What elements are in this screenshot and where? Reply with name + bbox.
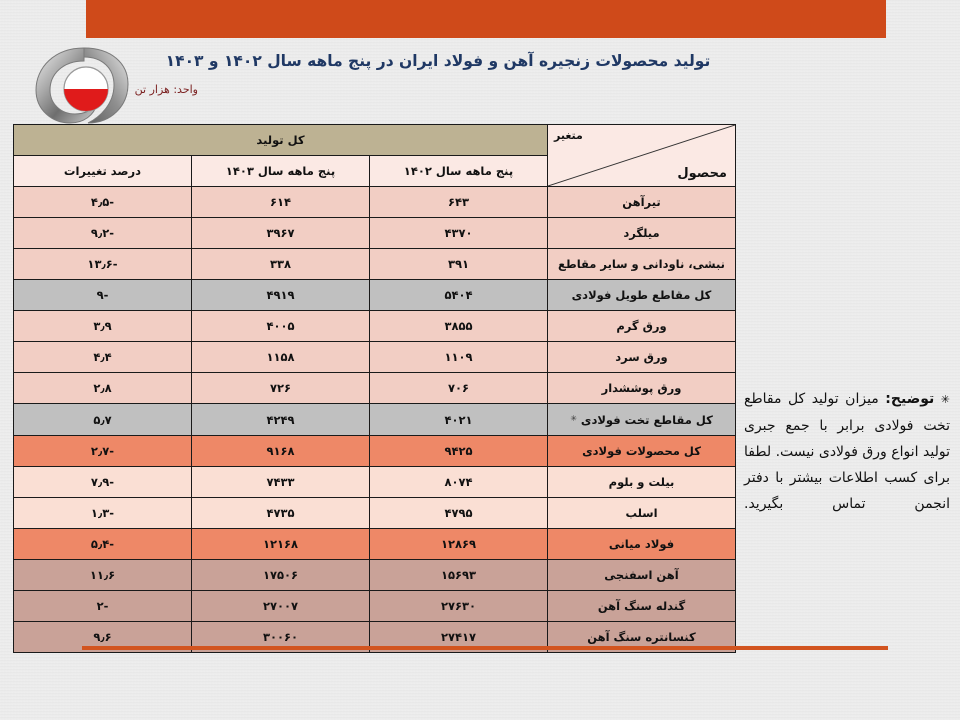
cell-value-1403: ۱۱۵۸	[192, 342, 370, 373]
product-label: اسلب	[625, 506, 658, 520]
cell-percent-change: ۱۱٫۶	[13, 560, 191, 591]
explanatory-note	[744, 386, 950, 517]
group-header-total-production: کل تولید	[13, 125, 547, 156]
cell-value-1402: ۳۸۵۵	[370, 311, 548, 342]
table-row	[13, 498, 735, 529]
product-label: کل مقاطع تخت فولادی	[580, 413, 713, 427]
cell-product-name	[548, 436, 736, 467]
product-label: میلگرد	[623, 226, 660, 240]
cell-percent-change: -۵٫۴	[13, 529, 191, 560]
cell-product-name	[548, 249, 736, 280]
cell-value-1402: ۱۱۰۹	[370, 342, 548, 373]
cell-value-1402: ۲۷۴۱۷	[370, 622, 548, 653]
table-row	[13, 529, 735, 560]
product-label: ورق پوششدار	[601, 381, 682, 395]
cell-value-1402: ۲۷۶۳۰	[370, 591, 548, 622]
cell-product-name	[548, 218, 736, 249]
cell-value-1403: ۶۱۴	[192, 187, 370, 218]
cell-value-1402: ۸۰۷۴	[370, 467, 548, 498]
unit-label: واحد: هزار تن	[134, 83, 198, 96]
snowflake-icon: ✳	[940, 393, 950, 406]
table-row	[13, 560, 735, 591]
cell-product-name	[548, 529, 736, 560]
cell-value-1403: ۴۰۰۵	[192, 311, 370, 342]
product-label: فولاد میانی	[608, 537, 675, 551]
table-row	[13, 249, 735, 280]
table-head	[13, 125, 735, 187]
product-label: کل محصولات فولادی	[582, 444, 701, 458]
cell-value-1402: ۴۷۹۵	[370, 498, 548, 529]
bottom-accent-rule	[82, 646, 888, 650]
cell-product-name	[548, 342, 736, 373]
cell-product-name	[548, 591, 736, 622]
cell-product-name	[548, 373, 736, 404]
cell-value-1403: ۴۲۴۹	[192, 404, 370, 436]
cell-value-1403: ۳۰۰۶۰	[192, 622, 370, 653]
product-label: تیرآهن	[622, 195, 661, 209]
product-label: نبشی، ناودانی و سایر مقاطع	[558, 257, 725, 271]
cell-value-1403: ۹۱۶۸	[192, 436, 370, 467]
cell-value-1403: ۳۹۶۷	[192, 218, 370, 249]
product-label: ورق گرم	[616, 319, 667, 333]
steel-association-logo	[28, 44, 140, 126]
production-table-container	[14, 124, 736, 653]
product-label: بیلت و بلوم	[608, 475, 675, 489]
product-label: کل مقاطع طویل فولادی	[571, 288, 712, 302]
cell-value-1403: ۲۷۰۰۷	[192, 591, 370, 622]
production-table	[13, 124, 736, 653]
table-body	[13, 187, 735, 653]
corner-product-label: محصول	[677, 166, 727, 181]
table-row	[13, 373, 735, 404]
cell-percent-change: -۱۳٫۶	[13, 249, 191, 280]
cell-product-name	[548, 498, 736, 529]
cell-value-1402: ۱۵۶۹۳	[370, 560, 548, 591]
cell-value-1403: ۱۷۵۰۶	[192, 560, 370, 591]
cell-product-name	[548, 467, 736, 498]
cell-percent-change: ۴٫۴	[13, 342, 191, 373]
table-row	[13, 280, 735, 311]
cell-product-name	[548, 311, 736, 342]
cell-value-1403: ۳۳۸	[192, 249, 370, 280]
cell-value-1402: ۶۴۳	[370, 187, 548, 218]
table-row	[13, 311, 735, 342]
cell-percent-change: -۲٫۷	[13, 436, 191, 467]
product-label: کنسانتره سنگ آهن	[587, 630, 696, 644]
cell-value-1402: ۷۰۶	[370, 373, 548, 404]
top-accent-banner	[86, 0, 886, 38]
table-row	[13, 404, 735, 436]
note-body-text: میزان تولید کل مقاطع تخت فولادی برابر با جمع جبری تولید انواع ورق فولادی نیست. لطفا برای کسب اطلاعات بیشتر با دفتر انجمن تماس بگیرید.	[744, 391, 950, 512]
cell-value-1403: ۷۴۳۳	[192, 467, 370, 498]
product-label: گندله سنگ آهن	[597, 599, 686, 613]
cell-percent-change: -۷٫۹	[13, 467, 191, 498]
corner-cell	[548, 125, 736, 187]
cell-percent-change: ۳٫۹	[13, 311, 191, 342]
table-row	[13, 591, 735, 622]
corner-variable-label: متغیر	[554, 129, 583, 142]
note-lead-label: توضیح:	[885, 391, 935, 407]
product-label: آهن اسفنجی	[604, 568, 679, 582]
cell-product-name	[548, 187, 736, 218]
cell-value-1403: ۱۲۱۶۸	[192, 529, 370, 560]
cell-percent-change: -۹٫۲	[13, 218, 191, 249]
cell-percent-change: -۲	[13, 591, 191, 622]
cell-value-1402: ۴۰۲۱	[370, 404, 548, 436]
cell-percent-change: ۹٫۶	[13, 622, 191, 653]
cell-value-1402: ۹۴۲۵	[370, 436, 548, 467]
cell-percent-change: -۴٫۵	[13, 187, 191, 218]
table-row	[13, 342, 735, 373]
footnote-asterisk-icon: ✳	[570, 414, 577, 423]
column-header-1403: پنج ماهه سال ۱۴۰۳	[192, 156, 370, 187]
cell-product-name	[548, 560, 736, 591]
cell-value-1402: ۵۴۰۴	[370, 280, 548, 311]
cell-percent-change: ۵٫۷	[13, 404, 191, 436]
table-head-row-group	[13, 125, 735, 156]
cell-value-1403: ۷۲۶	[192, 373, 370, 404]
cell-percent-change: -۹	[13, 280, 191, 311]
cell-value-1402: ۴۳۷۰	[370, 218, 548, 249]
table-row	[13, 218, 735, 249]
cell-value-1403: ۴۹۱۹	[192, 280, 370, 311]
cell-percent-change: ۲٫۸	[13, 373, 191, 404]
cell-product-name	[548, 404, 736, 436]
cell-product-name	[548, 280, 736, 311]
cell-percent-change: -۱٫۳	[13, 498, 191, 529]
table-row	[13, 187, 735, 218]
cell-value-1402: ۱۲۸۶۹	[370, 529, 548, 560]
column-header-percent-change: درصد تغییرات	[13, 156, 191, 187]
table-row	[13, 436, 735, 467]
column-header-1402: پنج ماهه سال ۱۴۰۲	[370, 156, 548, 187]
cell-value-1403: ۴۷۳۵	[192, 498, 370, 529]
page-title: تولید محصولات زنجیره آهن و فولاد ایران در پنج ماهه سال ۱۴۰۲ و ۱۴۰۳	[165, 52, 711, 70]
table-row	[13, 467, 735, 498]
cell-value-1402: ۳۹۱	[370, 249, 548, 280]
logo-icon	[28, 44, 140, 126]
product-label: ورق سرد	[615, 350, 668, 364]
